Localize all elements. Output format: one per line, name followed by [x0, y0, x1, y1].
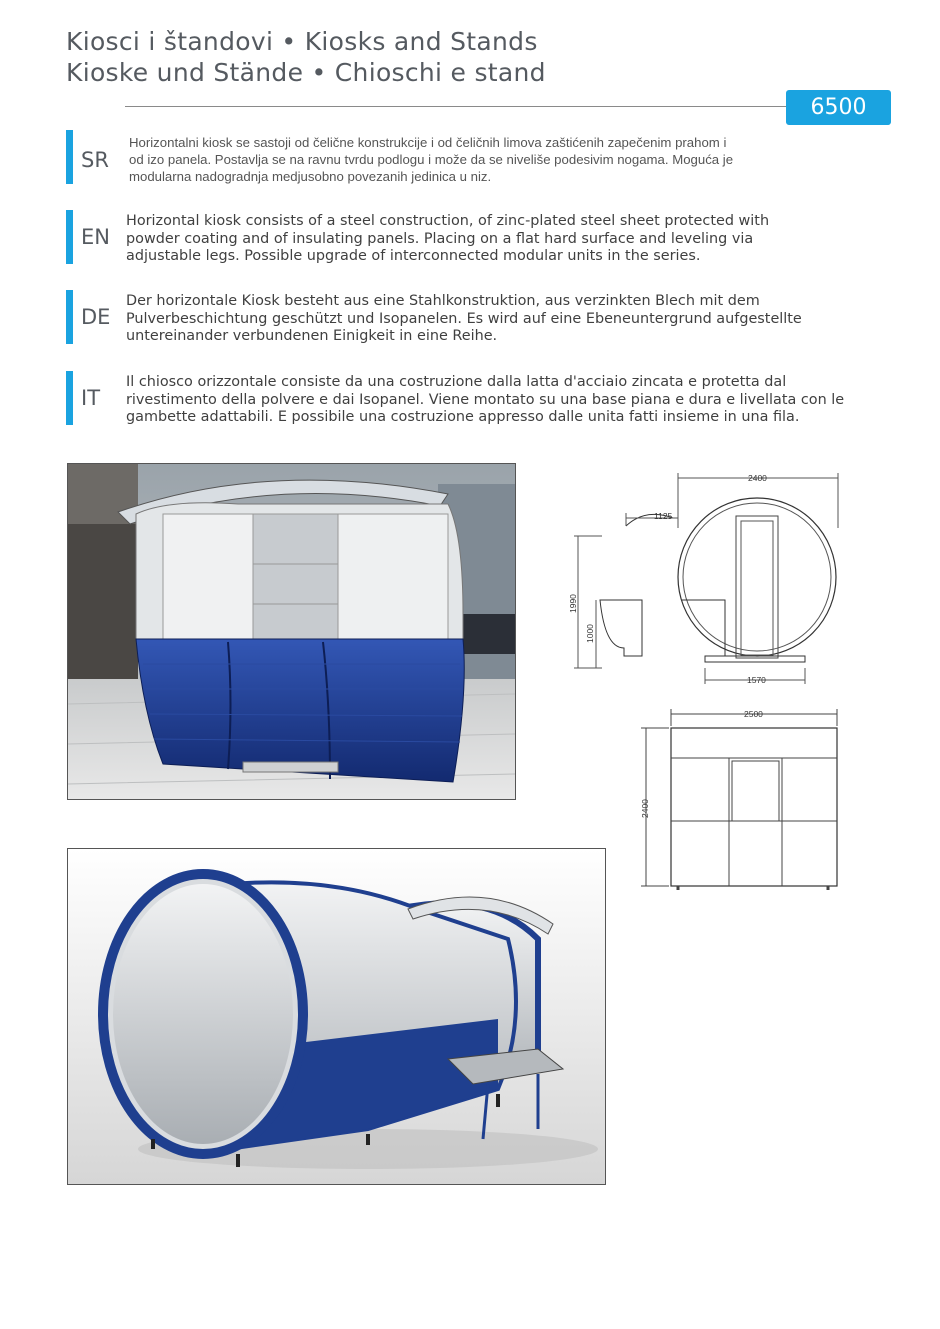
text-line: adjustable legs. Possible upgrade of interconnected modular units in the series.	[126, 248, 701, 264]
text-line: powder coating and of insulating panels. Placing on a flat hard surface and leveling via	[126, 230, 754, 247]
description-text-sr	[129, 134, 733, 185]
description-text-en	[126, 213, 769, 266]
side-view-drawing	[560, 468, 860, 690]
description-text-it	[126, 374, 844, 427]
text-line: Il chiosco orizzontale consiste da una costruzione dalla latta d'acciaio zincata e protetta dal	[126, 374, 787, 390]
dim-front-width: 2500	[744, 709, 763, 719]
language-code-sr: SR	[81, 148, 109, 172]
language-marker-bar	[66, 130, 73, 184]
text-line: Horizontal kiosk consists of a steel construction, of zinc-plated steel sheet protected with	[126, 213, 770, 229]
front-view-drawing	[636, 706, 846, 896]
text-line: od izo panela. Postavlja se na ravnu tvrdu podlogu i može da se niveliše podesivim nogama. Moguća je	[129, 152, 734, 167]
description-text-de	[126, 293, 802, 346]
product-code-badge: 6500	[786, 90, 891, 125]
kiosk-render-closed	[67, 848, 606, 1185]
language-code-en: EN	[81, 225, 110, 249]
header-divider	[125, 106, 800, 107]
dim-counter-height: 1000	[585, 624, 595, 643]
text-line: modularna nadogradnja medjusobno povezanih jedinica u niz.	[129, 169, 492, 184]
language-marker-bar	[66, 210, 73, 264]
text-line: Pulverbeschichtung geschützt und Isopanelen. Es wird auf eine Ebeneuntergrund aufgestellte	[126, 310, 802, 327]
dim-awning: 1125	[654, 511, 673, 521]
language-code-it: IT	[81, 386, 101, 410]
language-marker-bar	[66, 290, 73, 344]
language-code-de: DE	[81, 305, 111, 329]
title-line-1: Kiosci i štandovi • Kiosks and Stands	[66, 27, 538, 56]
dim-height: 1990	[568, 594, 578, 613]
text-line: gambette adattabili. E possibile una costruzione appresso dalle unita fatti insieme in una fila.	[126, 409, 800, 425]
kiosk-photo-open	[67, 463, 516, 800]
title-line-2: Kioske und Stände • Chioschi e stand	[66, 58, 546, 87]
page-title	[66, 26, 546, 88]
text-line: Der horizontale Kiosk besteht aus eine Stahlkonstruktion, aus verzinkten Blech mit dem	[126, 293, 760, 309]
kiosk-photo-open-image	[68, 464, 515, 799]
kiosk-render-closed-image	[68, 849, 605, 1184]
dim-overall-width: 2400	[748, 473, 767, 483]
text-line: rivestimento della polvere e dai Isopanel. Viene montato su una base piana e dura e livellata con le	[126, 391, 845, 408]
dim-base-width: 1570	[747, 675, 766, 685]
dim-front-height: 2400	[640, 799, 650, 818]
text-line: Horizontalni kiosk se sastoji od čelične konstrukcije i od čeličnih limova zaštićenih zapečenim prahom i	[129, 135, 727, 150]
language-marker-bar	[66, 371, 73, 425]
text-line: untereinander verbundenen Einigkeit in eine Reihe.	[126, 328, 498, 344]
